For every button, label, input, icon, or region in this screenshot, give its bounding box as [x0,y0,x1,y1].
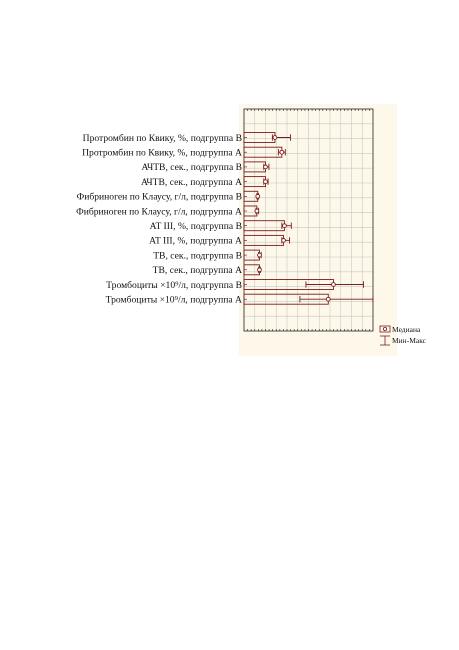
median-point [264,180,268,184]
category-label: ТВ, сек., подгруппа A [152,265,242,277]
median-point [273,136,277,140]
legend-label-minmax: Мин-Макс [392,336,426,345]
category-label: Протромбин по Квику, %, подгруппа B [82,132,242,144]
median-point [326,297,330,301]
median-point [283,224,287,228]
category-label: AT III, %, подгруппа A [149,235,242,247]
median-point [264,165,268,169]
median-point [258,268,262,272]
category-labels [76,133,242,306]
median-point [256,194,260,198]
median-point [258,253,262,257]
category-label: Фибриноген по Клаусу, г/л, подгруппа A [76,206,242,218]
median-point [332,283,336,287]
category-label: АЧТВ, сек., подгруппа B [141,162,242,174]
category-label: Протромбин по Квику, %, подгруппа A [82,147,242,159]
category-label: Тромбоциты ×10⁹/л, подгруппа A [105,294,242,306]
median-point [255,209,259,213]
category-label: ТВ, сек., подгруппа B [153,250,242,262]
category-label: AT III, %, подгруппа B [149,221,242,232]
category-label: Тромбоциты ×10⁹/л, подгруппа B [106,279,242,291]
median-point [282,239,286,243]
legend-label-median: Медиана [392,325,421,334]
category-label: Фибриноген по Клаусу, г/л, подгруппа B [76,191,242,203]
median-point-icon [383,327,386,330]
median-point [280,150,284,154]
category-label: АЧТВ, сек., подгруппа A [140,176,242,188]
